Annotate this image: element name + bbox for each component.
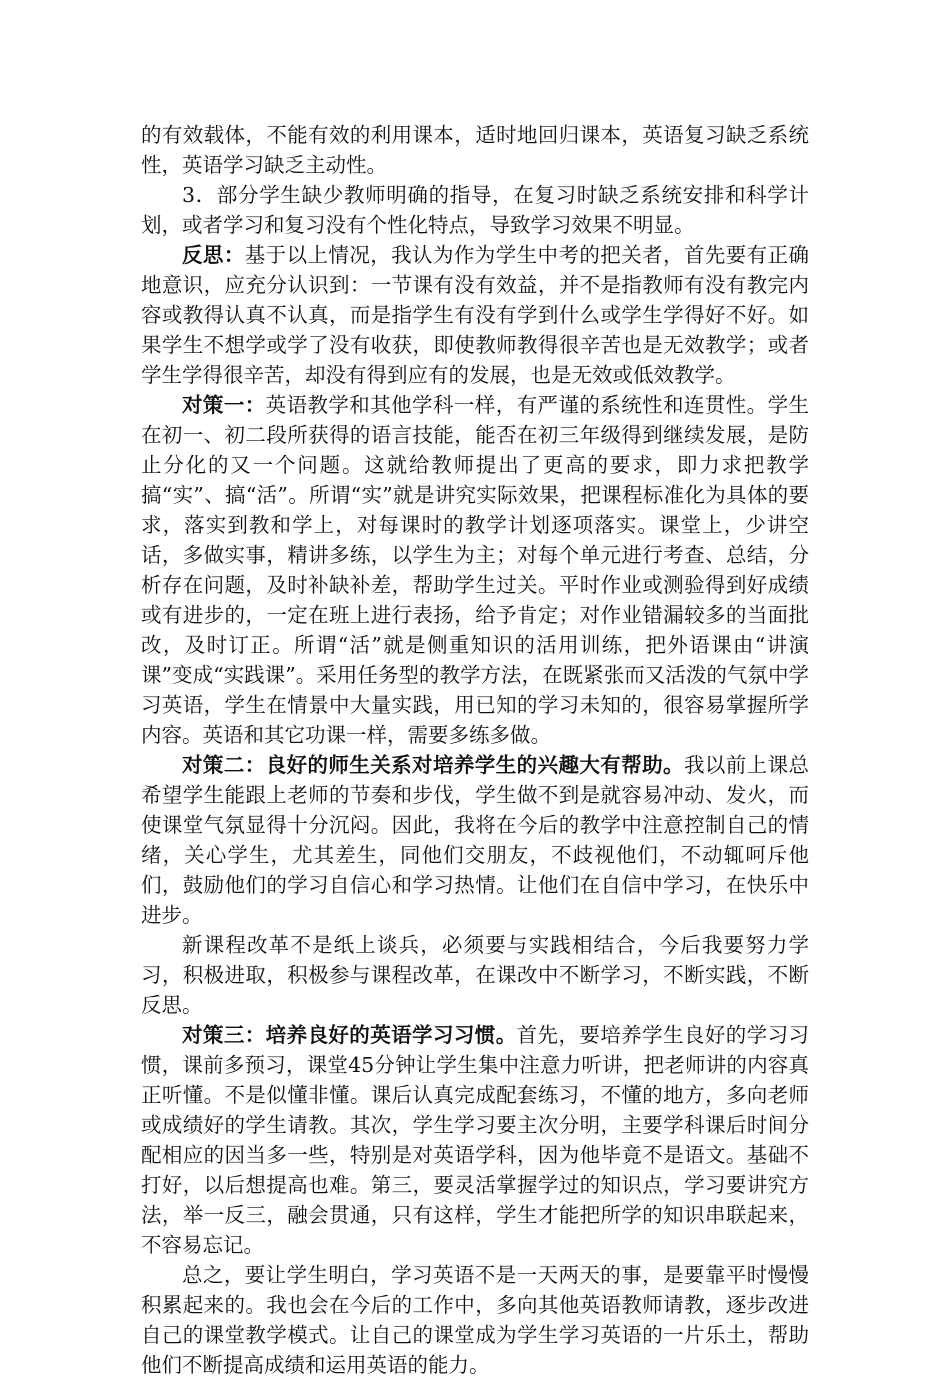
paragraph-conclusion	[141, 1260, 809, 1380]
paragraph-reflection	[141, 240, 809, 390]
paragraph-lead: 反思：	[182, 243, 245, 267]
paragraph-strategy-2	[141, 750, 809, 930]
paragraph-lead: 对策一：	[182, 393, 266, 417]
paragraph-text: 的有效载体，不能有效的利用课本，适时地回归课本，英语复习缺乏系统性，英语学习缺乏主动性。	[141, 123, 809, 177]
paragraph-text: 3．部分学生缺少教师明确的指导，在复习时缺乏系统安排和科学计划，或者学习和复习没有个性化特点，导致学习效果不明显。	[141, 183, 809, 237]
paragraph-strategy-1	[141, 390, 809, 750]
paragraph-text: 新课程改革不是纸上谈兵，必须要与实践相结合，今后我要努力学习，积极进取，积极参与课程改革，在课改中不断学习，不断实践，不断反思。	[141, 933, 809, 1017]
paragraph-text: 英语教学和其他学科一样，有严谨的系统性和连贯性。学生在初一、初二段所获得的语言技能，能否在初三年级得到继续发展，是防止分化的又一个问题。这就给教师提出了更高的要求，即力求把教学搞“实”、搞“活”。所谓“实”就是讲究实际效果，把课程标准化为具体的要求，落实到教和学上，对每课时的教学计划逐项落实。课堂上，少讲空话，多做实事，精讲多练，以学生为主；对每个单元进行考查、总结，分析存在问题，及时补缺补差，帮助学生过关。平时作业或测验得到好成绩或有进步的，一定在班上进行表扬，给予肯定；对作业错漏较多的当面批改，及时订正。所谓“活”就是侧重知识的活用训练，把外语课由“讲演课”变成“实践课”。采用任务型的教学方法，在既紧张而又活泼的气氛中学习英语，学生在情景中大量实践，用已知的学习未知的，很容易掌握所学内容。英语和其它功课一样，需要多练多做。	[141, 393, 809, 747]
paragraph-text: 首先，要培养学生良好的学习习惯，课前多预习，课堂45分钟让学生集中注意力听讲，把老师讲的内容真正听懂。不是似懂非懂。课后认真完成配套练习，不懂的地方，多向老师或成绩好的学生请教。其次，学生学习要主次分明，主要学科课后时间分配相应的因当多一些，特别是对英语学科，因为他毕竟不是语文。基础不打好，以后想提高也难。第三，要灵活掌握学过的知识点，学习要讲究方法，举一反三，融会贯通，只有这样，学生才能把所学的知识串联起来，不容易忘记。	[141, 1023, 810, 1257]
paragraph-continuation	[141, 120, 809, 180]
document-page	[141, 120, 809, 1380]
paragraph-text: 基于以上情况，我认为作为学生中考的把关者，首先要有正确地意识，应充分认识到：一节课有没有效益，并不是指教师有没有教完内容或教得认真不认真，而是指学生有没有学到什么或学生学得好不好。如果学生不想学或学了没有收获，即使教师教得很辛苦也是无效教学；或者学生学得很辛苦，却没有得到应有的发展，也是无效或低效教学。	[141, 243, 810, 387]
paragraph-strategy-3	[141, 1020, 809, 1260]
paragraph-point-3	[141, 180, 809, 240]
paragraph-lead: 对策三：培养良好的英语学习习惯。	[182, 1023, 517, 1047]
paragraph-curriculum-reform	[141, 930, 809, 1020]
paragraph-text: 总之，要让学生明白，学习英语不是一天两天的事，是要靠平时慢慢积累起来的。我也会在今后的工作中，多向其他英语教师请教，逐步改进自己的课堂教学模式。让自己的课堂成为学生学习英语的一片乐土，帮助他们不断提高成绩和运用英语的能力。	[141, 1263, 809, 1377]
paragraph-text: 我以前上课总希望学生能跟上老师的节奏和步伐，学生做不到是就容易冲动、发火，而使课堂气氛显得十分沉闷。因此，我将在今后的教学中注意控制自己的情绪，关心学生，尤其差生，同他们交朋友，不歧视他们，不动辄呵斥他们，鼓励他们的学习自信心和学习热情。让他们在自信中学习，在快乐中进步。	[141, 753, 810, 927]
paragraph-lead: 对策二：良好的师生关系对培养学生的兴趣大有帮助。	[182, 753, 684, 777]
